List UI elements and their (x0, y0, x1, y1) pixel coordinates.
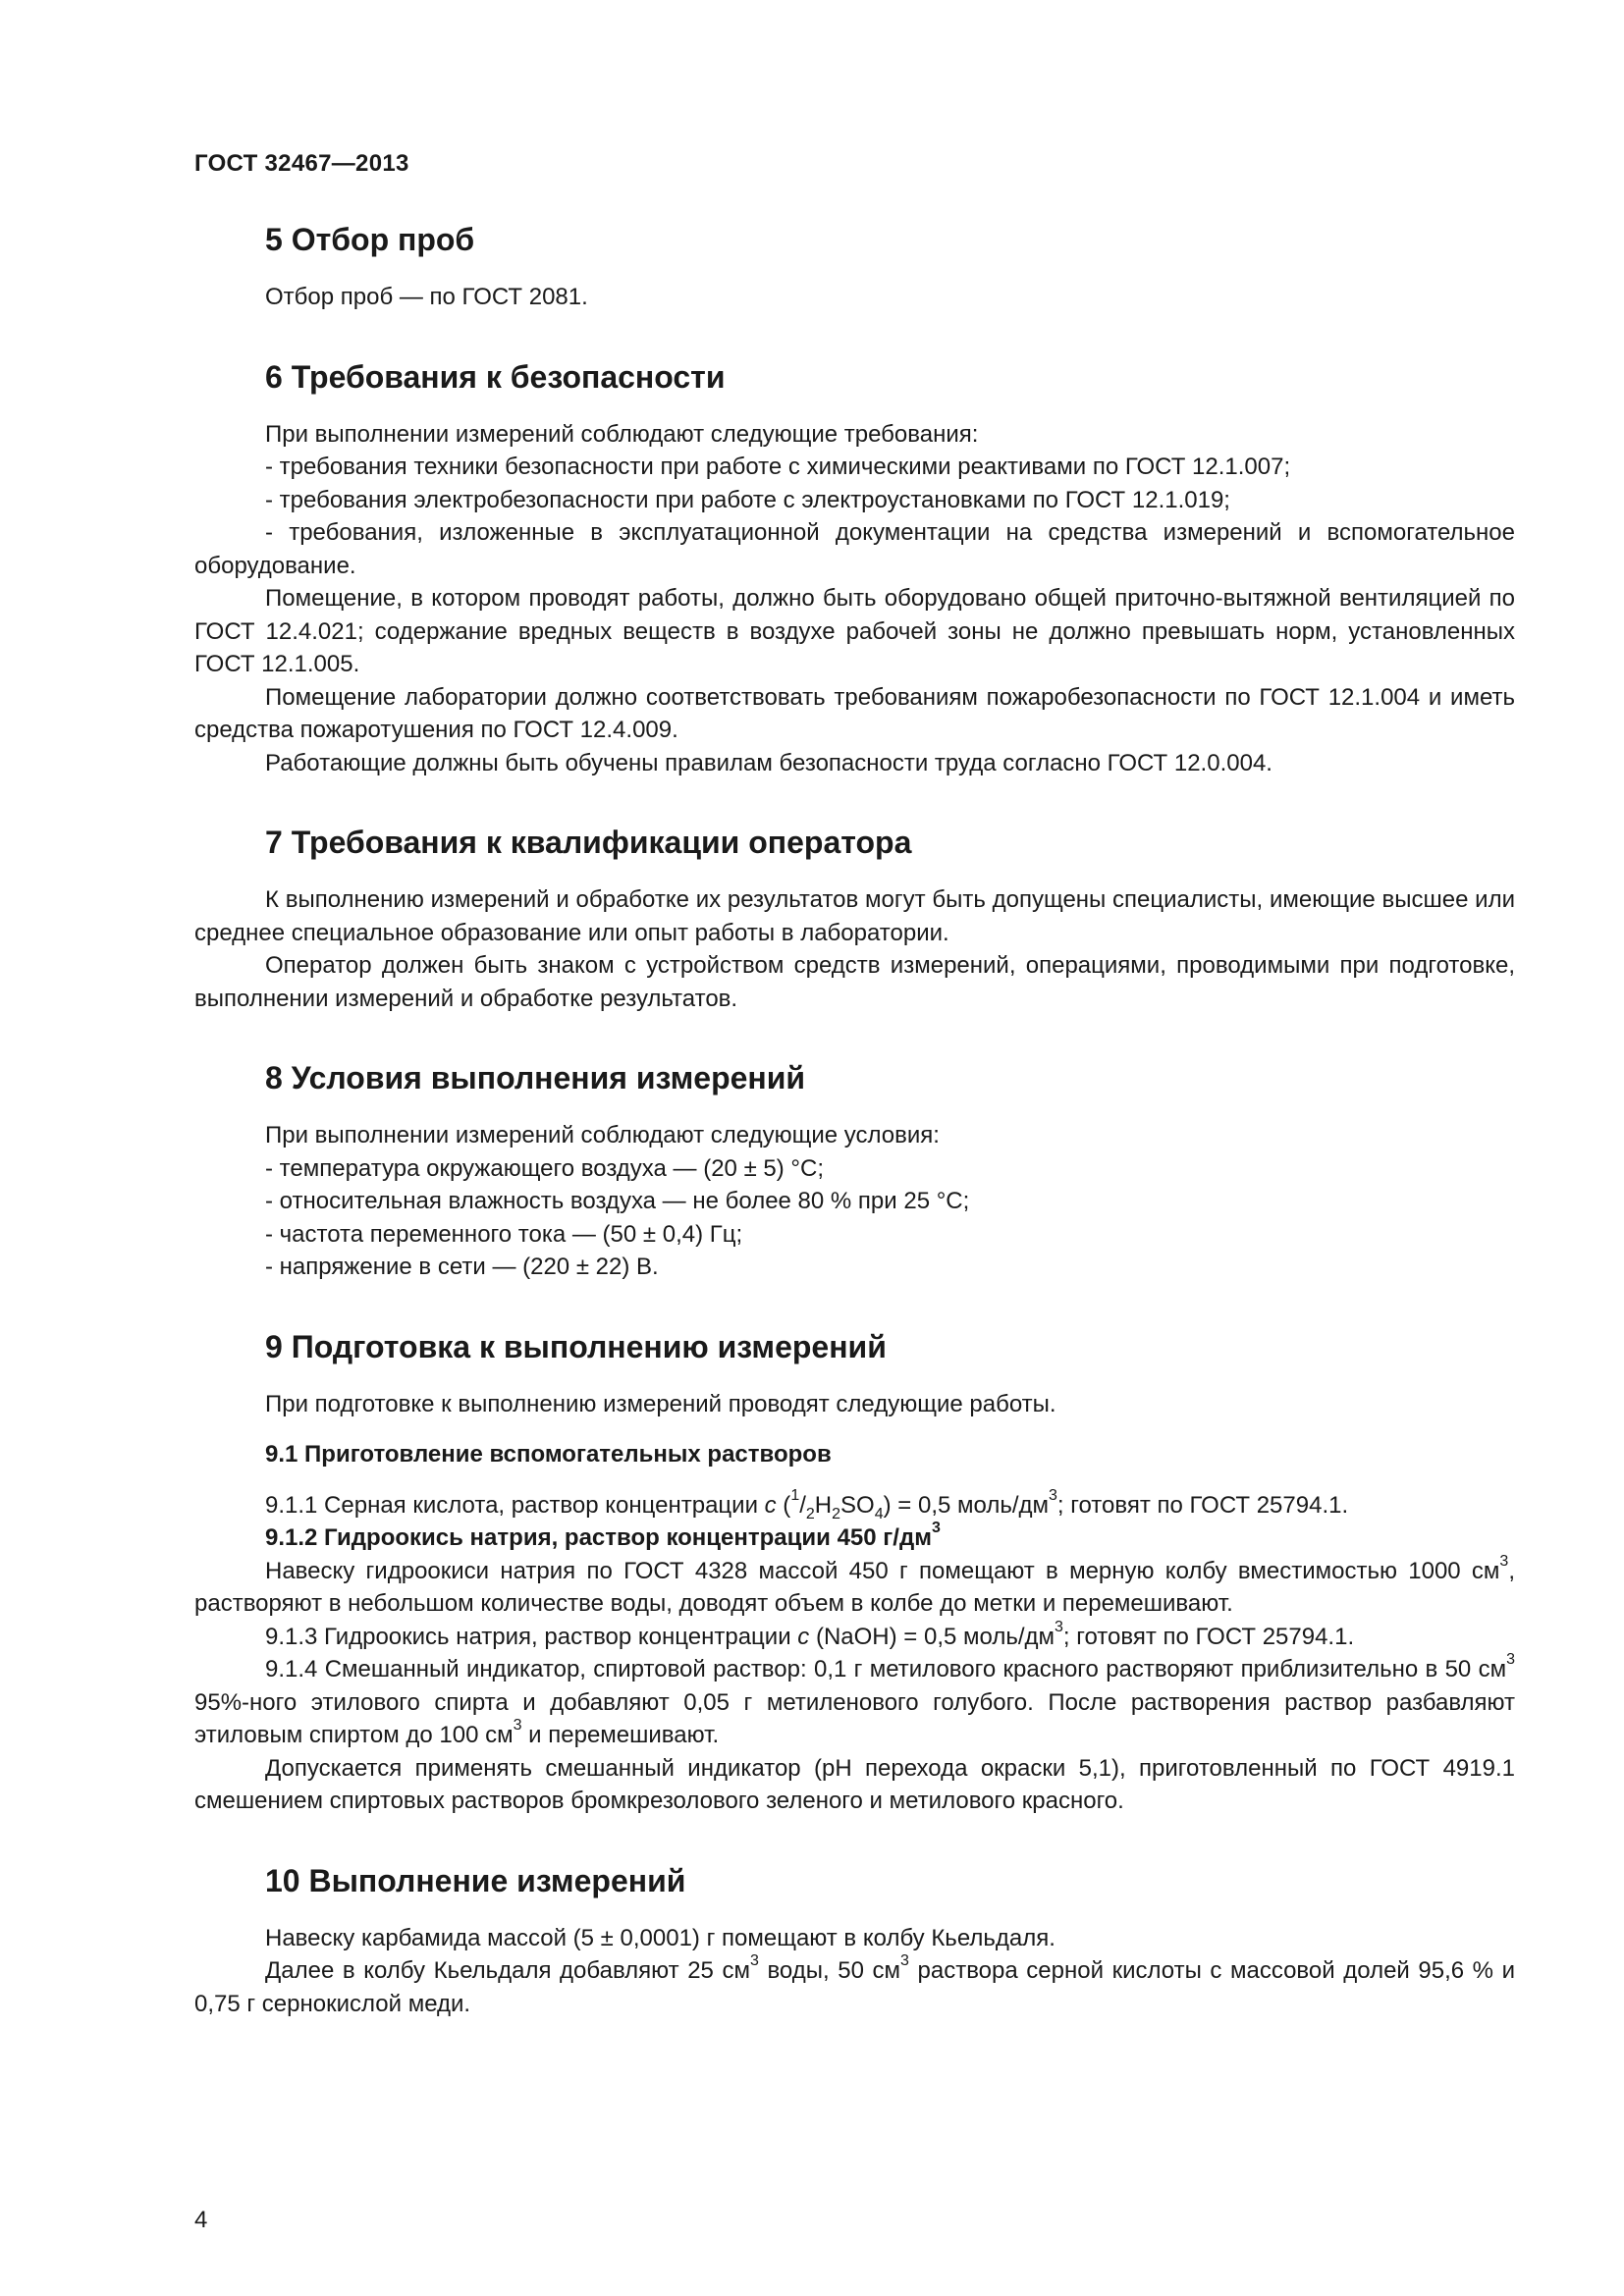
section-8-item-frequency: - частота переменного тока — (50 ± 0,4) Гц; (265, 1220, 743, 1248)
section-6-paragraph-training: Работающие должны быть обучены правилам безопасности труда согласно ГОСТ 12.0.004. (265, 749, 1272, 776)
section-9-intro: При подготовке к выполнению измерений проводят следующие работы. (265, 1390, 1056, 1417)
section-5-heading: 5 Отбор проб (265, 222, 475, 257)
document-code: ГОСТ 32467—2013 (194, 150, 409, 177)
section-6-heading: 6 Требования к безопасности (265, 358, 726, 395)
section-7-paragraph-2: Оператор должен быть знаком с устройством средств измерений, операциями, проводимыми при подготовке, выполнении измерений и обработке результатов. (194, 952, 1515, 1012)
paragraph-9-1-2-text: Навеску гидроокиси натрия по ГОСТ 4328 массой 450 г помещают в мерную колбу вместимостью 1000 $см^3$, растворяют в небольшом количестве воды, доводят объем в колбе до метки и перемешивают. (194, 1552, 1515, 1617)
paragraph-9-1-2-heading: 9.1.2 Гидроокись натрия, раствор концентрации 450 $г/дм^3$ (265, 1520, 941, 1551)
section-8-intro: При выполнении измерений соблюдают следующие условия: (265, 1122, 940, 1148)
section-6-paragraph-fire: Помещение лаборатории должно соответствовать требованиям пожаробезопасности по ГОСТ 12.1.004 и иметь средства пожаротушения по ГОСТ 12.4.009. (194, 683, 1515, 743)
section-6-intro: При выполнении измерений соблюдают следующие требования: (265, 420, 979, 448)
subsection-9-1-heading: 9.1 Приготовление вспомогательных растворов (265, 1441, 832, 1468)
document-body (194, 220, 1515, 2020)
page-number: 4 (194, 2207, 208, 2233)
section-10-paragraph-2: Далее в колбу Кьельдаля добавляют 25 $см^3$ воды, 50 $см^3$ раствора серной кислоты с массовой долей 95,6 % и 0,75 г сернокислой меди. (194, 1952, 1516, 2017)
section-7-heading: 7 Требования к квалификации оператора (265, 825, 912, 860)
paragraph-9-1-1: 9.1.1 Серная кислота, раствор концентрации c $(^1/_2H_2SO_4) = 0,5$ моль/$дм^3$; готовят по ГОСТ 25794.1. (265, 1486, 1349, 1522)
section-10-heading: 10 Выполнение измерений (265, 1862, 686, 1898)
paragraph-9-1-4-alternative: Допускается применять смешанный индикатор (pH перехода окраски 5,1), приготовленный по ГОСТ 4919.1 смешением спиртовых растворов бромкрезолового зеленого и метилового красного. (194, 1754, 1515, 1814)
section-10-paragraph-1: Навеску карбамида массой (5 ± 0,0001) г помещают в колбу Кьельдаля. (265, 1924, 1056, 1951)
section-8-heading: 8 Условия выполнения измерений (265, 1060, 806, 1095)
paragraph-9-1-3: 9.1.3 Гидроокись натрия, раствор концентрации c (NaOH) = 0,5 моль/$дм^3$; готовят по ГОСТ 25794.1. (265, 1618, 1355, 1650)
section-7-paragraph-1: К выполнению измерений и обработке их результатов могут быть допущены специалисты, имеющие высшее или среднее специальное образование или опыт работы в лаборатории. (194, 886, 1515, 946)
section-9-heading: 9 Подготовка к выполнению измерений (265, 1328, 887, 1364)
section-6-item-3: - требования, изложенные в эксплуатационной документации на средства измерений и вспомогательное оборудование. (194, 519, 1515, 579)
section-8-item-temperature: - температура окружающего воздуха — (20 ± 5) °С; (265, 1154, 825, 1182)
section-5-text: Отбор проб — по ГОСТ 2081. (265, 284, 588, 310)
section-6-item-2: - требования электробезопасности при работе с электроустановками по ГОСТ 12.1.019; (265, 486, 1230, 513)
section-8-item-voltage: - напряжение в сети — (220 ± 22) В. (265, 1254, 659, 1280)
section-8-item-humidity: - относительная влажность воздуха — не более 80 % при 25 °С; (265, 1188, 970, 1214)
section-6-item-1: - требования техники безопасности при работе с химическими реактивами по ГОСТ 12.1.007; (265, 454, 1291, 480)
paragraph-9-1-4: 9.1.4 Смешанный индикатор, спиртовой раствор: 0,1 г метилового красного растворяют приблизительно в 50 $см^3$ 95%-ного этилового спирта и добавляют 0,05 г метиленового голубого. После растворения раствор разбавляют этиловым спиртом до 100 $см^3$ и перемешивают. (194, 1651, 1515, 1748)
section-6-paragraph-ventilation: Помещение, в котором проводят работы, должно быть оборудовано общей приточно-вытяжной вентиляцией по ГОСТ 12.4.021; содержание вредных веществ в воздухе рабочей зоны не должно превышать норм, установленных ГОСТ 12.1.005. (194, 585, 1515, 677)
